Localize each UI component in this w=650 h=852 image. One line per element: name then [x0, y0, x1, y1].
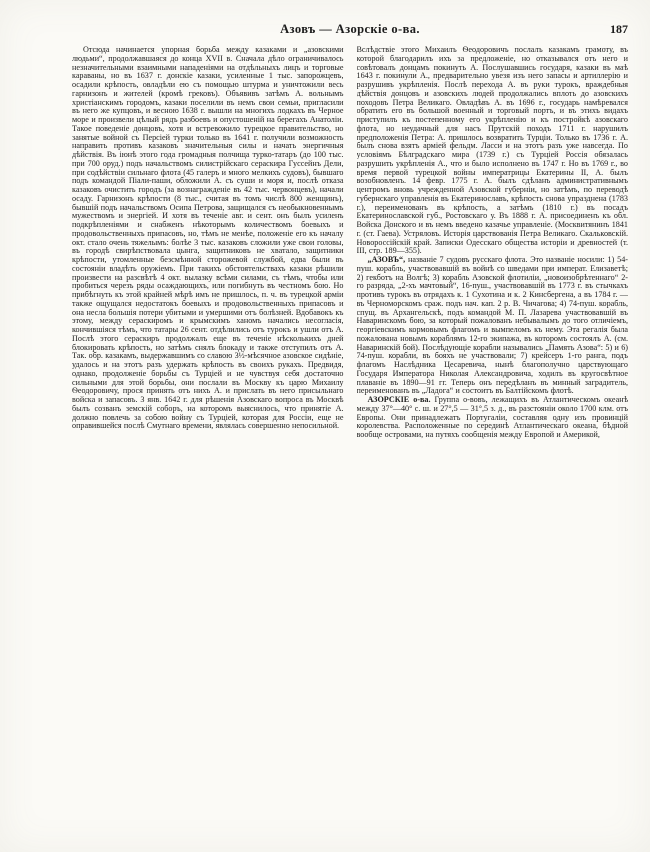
entry-term-azores: АЗОРСКІЕ о-ва.: [367, 395, 431, 404]
running-title: Азовъ — Азорскіе о-ва.: [280, 22, 420, 36]
entry-text-azores: Группа о-вовъ, лежащихъ въ Атлантическомъ океанѣ между 37°—40° с. ш. и 27°,5 — 31°,5 з. д., въ разстояніи около 1700 клм. отъ Европы. Они принадлежатъ Португаліи, составляя одну изъ провинцій королевства. Расположенные по серединѣ Атлантическаго океана, бѣдной вообще островами, на путяхъ сообщенія между Европой и Америкой,: [356, 395, 628, 439]
entry-azov-ships: [357, 256, 629, 396]
entry-text-azov: названіе 7 судовъ русскаго флота. Это названіе носили: 1) 54-пуш. корабль, участвовавшій въ войнѣ со шведами при императ. Елизаветѣ; 2) гекботъ на Волгѣ; 3) корабль Азовской флотиліи, „новоизобрѣтеннаго“ 2-го разряда, „2-хъ мачтовый“, 16-пуш., участвовавшій въ 1773 г. въ стычкахъ противъ турокъ въ отрядахъ к. 1 Сухотина и к. 2 Кинсбергена, а въ 1784 г. — въ Черноморскомъ сраж. подъ нач. кап. 2 р. В. Чичагова; 4) 74-пуш. корабль, спущ. въ Архангельскѣ, подъ командой М. П. Лазарева участвовавшій въ Наваринскомъ бою, за который пожалованъ небывалымъ до того отличіемъ, георгіевскимъ кормовымъ флагомъ и вымпеломъ къ нему. Эта регалія была пожалована новымъ кораблямъ 12-го экипажа, въ которомъ состоялъ А. (см. Наваринскій бой). Послѣдующіе корабли назывались „Память Азова“: 5) и 6) 74-пуш. корабли, въ бояхъ не участвовали; 7) крейсеръ 1-го ранга, подъ флагомъ Наслѣдника Цесаревича, нынѣ благополучно царствующаго Государя Императора Николая Александровича, ходилъ въ кругосвѣтное плаваніе въ 1890—91 гг. Теперь онъ передѣланъ въ минный заградитель, переименованъ въ „Ладога“ и состоитъ въ Балтійскомъ флотѣ.: [356, 255, 628, 396]
text-columns: [72, 46, 628, 842]
paragraph-azov-history-continuation: Вслѣдствіе этого Михаилъ Ѳеодоровичъ послалъ казакамъ грамоту, въ которой благодарилъ ихъ за предложеніе, но отказывался отъ него и совѣтовалъ донцамъ покинуть А. Послушавшись государя, казаки въ маѣ 1643 г. покинули А., предварительно увезя изъ него запасы и артиллерію и разрушивъ укрѣпленія. Послѣ перехода А. въ руки турокъ, враждебныя дѣйствія донцовъ и азовскихъ людей продолжались вплоть до азовскихъ походовъ Петра Великаго. Овладѣвъ А. въ 1696 г., государь намѣревался обратить его въ большой военный и торговый портъ, и въ этихъ видахъ приступилъ къ постепенному его укрѣпленію и къ постройкѣ азовскаго флота, но неудачный для насъ Прутскій походъ 1711 г. нарушилъ предположенія Петра: А. пришлось возвратить Турціи. Только въ 1736 г. А. былъ снова взятъ арміей фельдм. Ласси и на этотъ разъ уже навсегда. По условіямъ Бѣлградскаго мира (1739 г.) съ Турціей Россія обязалась разрушить укрѣпленія А., что и было исполнено въ 1747 г. Но въ 1769 г., во время первой турецкой войны императрицы Екатерины II, А. былъ возобновленъ. 14 февр. 1775 г. А. былъ сдѣланъ административнымъ центромъ вновь учрежденной Азовской губерніи, но затѣмъ, по переводѣ губернскаго управленія въ Екатеринославъ, крѣпость снова упразднена (1783 г.), переименованъ въ крѣпость, а затѣмъ (1810 г.) въ посадъ Екатеринославской губ., Ростовскаго у. Въ 1888 г. А. присоединенъ къ обл. Войска Донского и въ немъ введено казачье управленіе. (Москвитянинъ 1841 г. (ст. Гаева). Устряловъ. Исторія царствованія Петра Великаго. Скальковскій. Новороссійскій край. Записки Одесскаго общества исторіи и древностей (т. III, стр. 189—355).: [356, 46, 628, 256]
paragraph-azov-history: Отсюда начинается упорная борьба между казаками и „азовскими людьми“, продолжавшаяся до конца XVII в. Сначала дѣло ограничивалось незначительными взаимными нападеніями на отдѣльныхъ лицъ и торговые караваны, но въ 1637 г. донскіе казаки, усиленные 1 тыс. запорожцевъ, осадили крѣпость, овладѣли ею съ помощью штурма и уничтожили весь гарнизонъ и жителей (кромѣ грековъ). Объявивъ затѣмъ А. вольнымъ христіанскимъ городомъ, казаки поселили въ немъ свои семьи, пригласили въ него же купцовъ, и весною 1638 г. вышли на многихъ лодкахъ въ Черное море и произвели цѣлый рядъ разбоевъ и опустошеній на берегахъ Анатоліи. Такое поведеніе донцовъ, хотя и встревожило турецкое правительство, но занятые войной съ Персіей турки только въ 1641 г. получили возможность направить противъ казаковъ значительныя силы и начать энергичныя дѣйствія. Въ іюнѣ этого года громадныя полчища турко-татаръ (до 100 тыс. при 700 оруд.) подъ начальствомъ силистрійскаго сераскира Гуссейнъ Дели, при содѣйствіи сильнаго флота (45 галеръ и много мелкихъ судовъ), бывшаго подъ командой Піали-паши, обложили А. съ суши и моря и, послѣ отказа казаковъ очистить городъ (за вознагражденіе въ 42 тыс. червонцевъ), начали осаду. Гарнизонъ крѣпости (8 тыс., считая въ томъ числѣ 800 женщинъ), бывшій подъ начальствомъ Осипа Петрова, защищался съ необыкновеннымъ мужествомъ и энергіей. И хотя въ теченіе авг. и сент. онъ былъ усиленъ подкрѣпленіями и снабженъ нѣкоторымъ количествомъ боевыхъ и продовольственныхъ припасовъ, но, тѣмъ не менѣе, положеніе его къ началу окт. стало очень тяжелымъ: болѣе 3 тыс. казаковъ сложили уже свои головы, въ городѣ свирѣпствовала цынга, защитниковъ не хватало, защитники крѣпости, утомленные безсмѣнной сторожевой службой, едва были въ состояніи владѣть оружіемъ. При такихъ обстоятельствахъ казаки рѣшили произвести на разсвѣтѣ 4 окт. вылазку всѣми силами, съ тѣмъ, чтобы или пробиться черезъ ряды осаждающихъ, или погибнуть въ честномъ бою. Но прибѣгнуть къ этой крайней мѣрѣ имъ не пришлось, п. ч. въ турецкой арміи также ощущался недостатокъ боевыхъ и продовольственныхъ припасовъ и она несла большія потери убитыми и умершими отъ болѣзней. Вдобавокъ къ этому, между сераскиромъ и крымскимъ ханомъ начались несогласія, кончившіяся тѣмъ, что татары 26 сент. отдѣлились отъ турокъ и ушли отъ А. Послѣ этого сераскиръ продолжалъ еще въ теченіе нѣсколькихъ дней блокировать крѣпость, но затѣмъ снялъ блокаду и также отступилъ отъ А. Так. обр. казакамъ, выдержавшимъ со славою 3½-мѣсячное азовское сидѣніе, удалось и на этотъ разъ удержать крѣпость въ своихъ рукахъ. Предвидя, однако, продолженіе борьбы съ Турціей и не чувствуя себя достаточно сильными для этой борьбы, они послали въ Москву къ царю Михаилу Ѳеодоровичу, прося принять отъ нихъ А. и прислать въ него присыльнаго войска и запасовъ. 3 янв. 1642 г. для рѣшенія Азовскаго вопроса въ Москвѣ былъ созванъ земскій соборъ, на которомъ выяснилось, что принятіе А. должно повлечь за собою войну съ Турціей, которая для Россіи, еще не оправившейся послѣ Смутнаго времени, являлась совершенно непосильной.: [72, 46, 344, 431]
right-column: [357, 46, 629, 842]
page-number: 187: [610, 22, 628, 36]
left-column: [72, 46, 344, 842]
page-header: [72, 22, 628, 40]
entry-azores-islands: [357, 396, 629, 440]
entry-term-azov: „АЗОВЪ“,: [367, 255, 406, 264]
